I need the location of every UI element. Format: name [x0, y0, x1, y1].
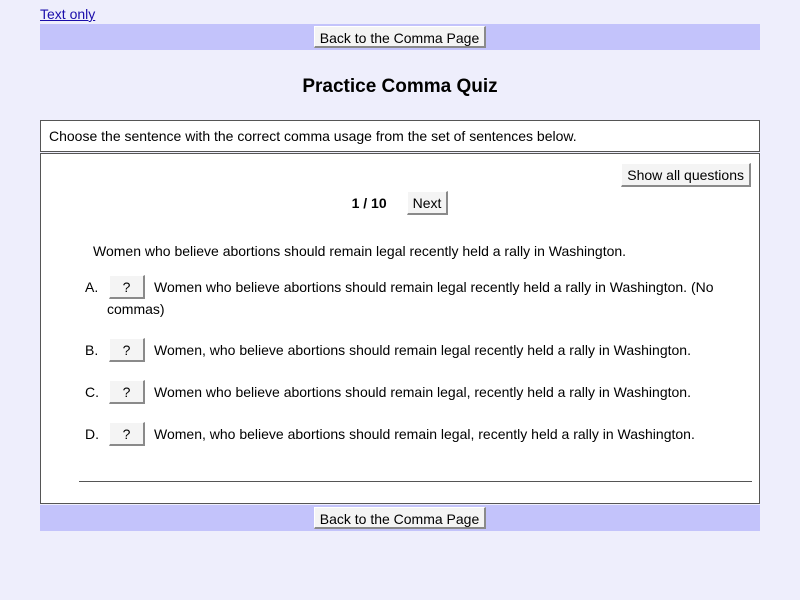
back-to-comma-page-button-bottom[interactable]: Back to the Comma Page — [314, 507, 487, 529]
option-b-answer-button[interactable]: ? — [109, 338, 145, 362]
bottom-nav-bar — [40, 505, 760, 531]
next-button[interactable]: Next — [407, 191, 449, 215]
option-c-text: Women who believe abortions should remain legal, recently held a rally in Washington. — [154, 384, 691, 400]
answer-options — [85, 276, 725, 465]
page-title: Practice Comma Quiz — [302, 76, 498, 97]
option-d — [85, 423, 725, 446]
text-only-link[interactable]: Text only — [40, 6, 96, 22]
option-a-answer-button[interactable]: ? — [109, 275, 145, 299]
option-letter: C. — [85, 384, 99, 400]
option-c — [85, 381, 725, 404]
question-sentence: Women who believe abortions should remain legal recently held a rally in Washington. — [93, 243, 627, 259]
option-letter: A. — [85, 279, 99, 295]
question-counter: 1 / 10 — [351, 195, 387, 211]
top-nav-bar — [40, 24, 760, 50]
option-b-text: Women, who believe abortions should remain legal recently held a rally in Washington. — [154, 342, 691, 358]
option-b — [85, 339, 725, 362]
quiz-panel — [40, 153, 760, 504]
show-all-questions-button[interactable]: Show all questions — [621, 163, 751, 187]
option-text — [107, 276, 725, 320]
option-a — [85, 276, 725, 320]
option-a-text: Women who believe abortions should remain legal recently held a rally in Washington. (No — [154, 279, 714, 295]
quiz-divider — [79, 481, 752, 482]
option-a-text-continued: commas) — [107, 301, 165, 317]
option-d-text: Women, who believe abortions should remain legal, recently held a rally in Washington. — [154, 426, 695, 442]
back-to-comma-page-button-top[interactable]: Back to the Comma Page — [314, 26, 487, 48]
instruction-box — [40, 120, 760, 152]
option-letter: D. — [85, 426, 99, 442]
option-letter: B. — [85, 342, 99, 358]
question-pager — [41, 191, 759, 215]
instruction-text: Choose the sentence with the correct comma usage from the set of sentences below. — [49, 128, 577, 144]
option-c-answer-button[interactable]: ? — [109, 380, 145, 404]
option-d-answer-button[interactable]: ? — [109, 422, 145, 446]
